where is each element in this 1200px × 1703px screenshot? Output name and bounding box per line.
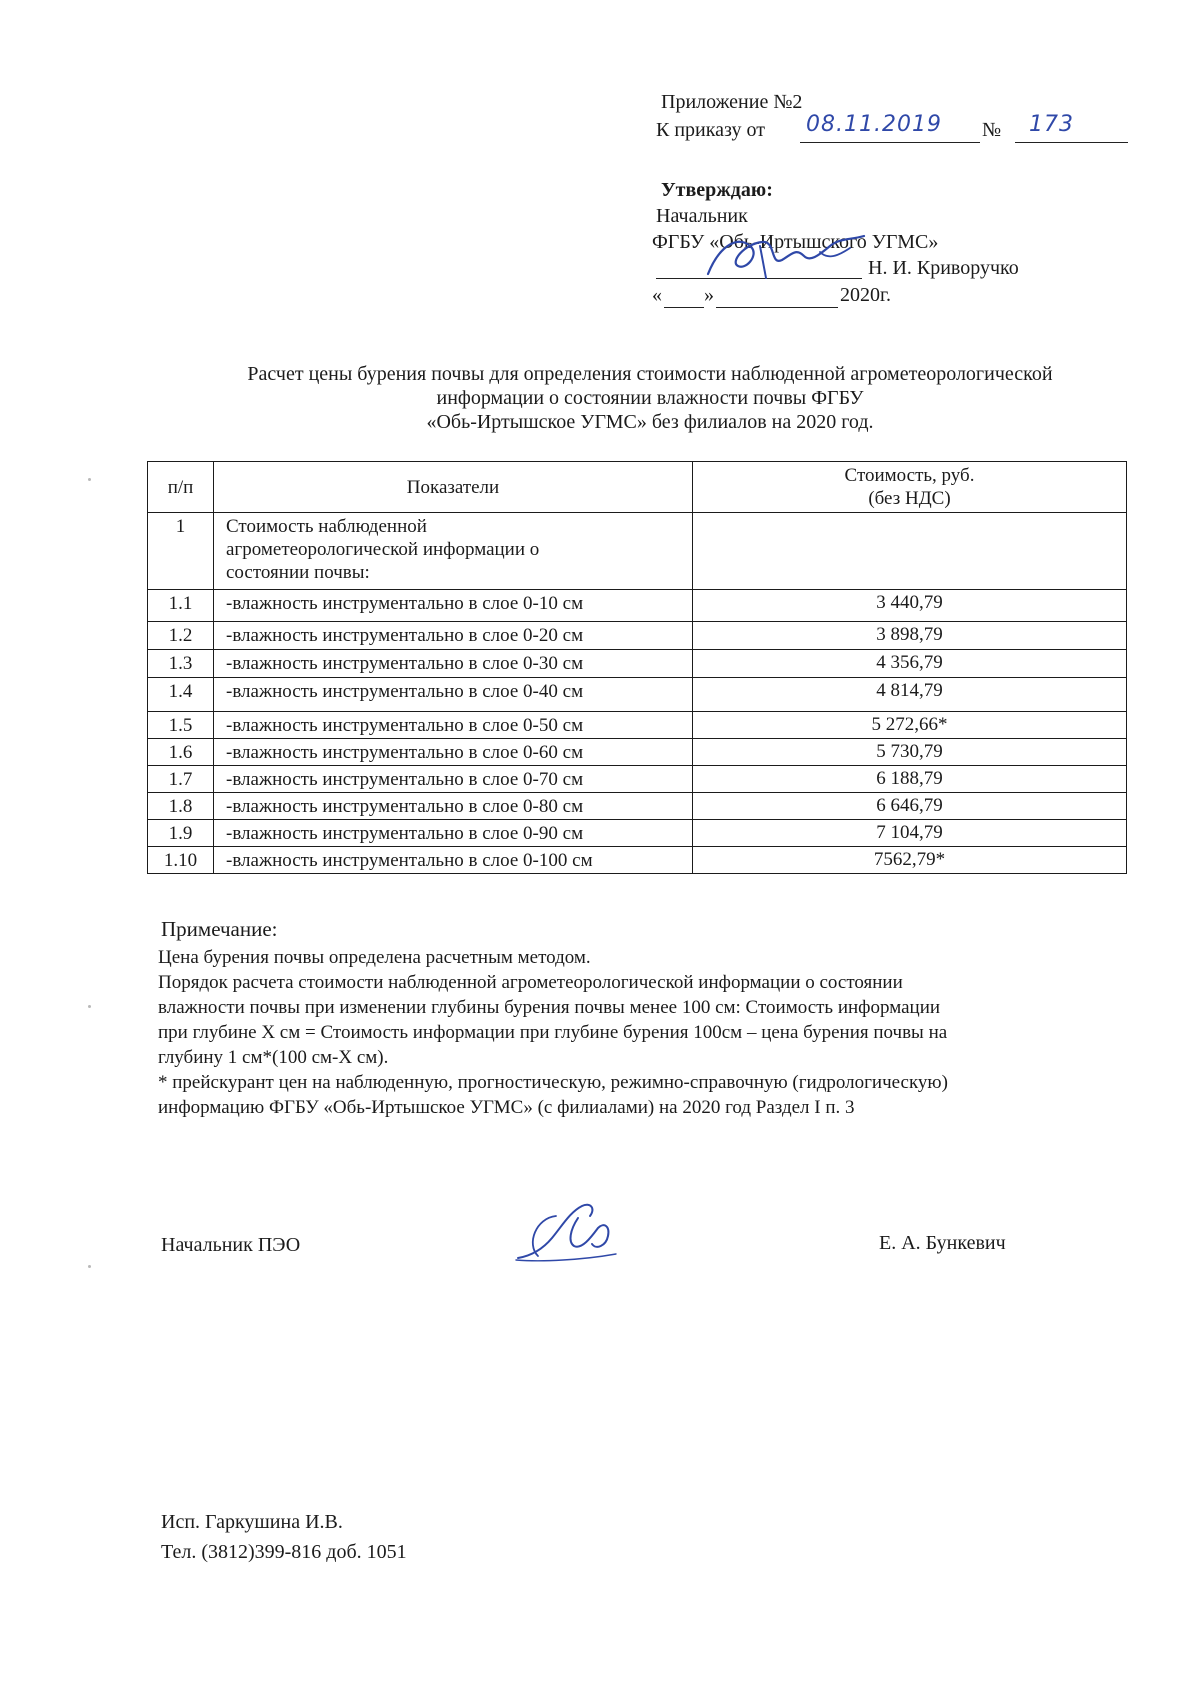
- order-prefix: К приказу от: [656, 119, 765, 141]
- approval-name: Н. И. Криворучко: [868, 257, 1019, 279]
- row-value: 7562,79*: [693, 847, 1127, 874]
- row-value: 7 104,79: [693, 820, 1127, 847]
- row-num: 1.1: [148, 590, 214, 622]
- order-number-handwritten: 173: [1029, 112, 1074, 137]
- row-indicator: -влажность инструментально в слое 0-30 см: [214, 650, 693, 678]
- row-indicator: -влажность инструментально в слое 0-70 см: [214, 766, 693, 793]
- table-row: [148, 793, 1127, 820]
- note-line: при глубине Х см = Стоимость информации при глубине бурения 100см – цена бурения почвы на: [158, 1022, 948, 1043]
- doc-title-line-2: информации о состоянии влажности почвы ФГБУ: [436, 387, 864, 409]
- note-title: Примечание:: [161, 917, 278, 941]
- note-line: информацию ФГБУ «Обь-Иртышское УГМС» (с филиалами) на 2020 год Раздел I п. 3: [158, 1097, 855, 1118]
- group-value: [693, 513, 1127, 590]
- approval-organization: ФГБУ «Обь-Иртышского УГМС»: [652, 231, 939, 253]
- note-line: глубину 1 см*(100 см-Х см).: [158, 1047, 389, 1068]
- group-indicator: [214, 513, 693, 590]
- row-num: 1.10: [148, 847, 214, 874]
- row-value: 4 356,79: [693, 650, 1127, 678]
- table-row: [148, 739, 1127, 766]
- scan-speck: [88, 1265, 91, 1268]
- row-num: 1.5: [148, 712, 214, 739]
- header-indicator: Показатели: [214, 462, 693, 513]
- table-row: [148, 622, 1127, 650]
- row-indicator: -влажность инструментально в слое 0-60 см: [214, 739, 693, 766]
- table-header-row: [148, 462, 1127, 513]
- row-indicator: -влажность инструментально в слое 0-50 см: [214, 712, 693, 739]
- row-value: 3 898,79: [693, 622, 1127, 650]
- header-cost-line-2: (без НДС): [868, 488, 951, 509]
- header-cost-line-1: Стоимость, руб.: [844, 465, 975, 486]
- group-num: 1: [148, 513, 214, 590]
- header-cost: [693, 462, 1127, 513]
- approval-month-line: [716, 283, 838, 308]
- order-number-label: №: [982, 119, 1002, 141]
- row-indicator: -влажность инструментально в слое 0-100 см: [214, 847, 693, 874]
- note-line: Порядок расчета стоимости наблюденной агрометеорологической информации о состоянии: [158, 972, 903, 993]
- approval-title: Утверждаю:: [661, 179, 773, 201]
- row-value: 6 646,79: [693, 793, 1127, 820]
- row-indicator: -влажность инструментально в слое 0-40 см: [214, 678, 693, 712]
- order-number-line: [1015, 112, 1128, 143]
- table-row: [148, 766, 1127, 793]
- row-indicator: -влажность инструментально в слое 0-80 см: [214, 793, 693, 820]
- group-line: агрометеорологической информации о: [226, 539, 540, 560]
- row-value: 6 188,79: [693, 766, 1127, 793]
- note-line: влажности почвы при изменении глубины бурения почвы менее 100 см: Стоимость информации: [158, 997, 941, 1018]
- row-value: 5 272,66*: [693, 712, 1127, 739]
- table-row: [148, 590, 1127, 622]
- signature-icon: [512, 1198, 624, 1266]
- order-date-line: [800, 112, 980, 143]
- approval-date-close-quote: »: [704, 284, 714, 306]
- table-group-row: [148, 513, 1127, 590]
- table-row: [148, 847, 1127, 874]
- row-value: 5 730,79: [693, 739, 1127, 766]
- price-table: [147, 461, 1127, 874]
- doc-title-line-3: «Обь-Иртышское УГМС» без филиалов на 2020 год.: [426, 411, 874, 433]
- note-line: * прейскурант цен на наблюденную, прогностическую, режимно-справочную (гидрологическую): [158, 1072, 948, 1093]
- row-num: 1.8: [148, 793, 214, 820]
- note-body: [158, 945, 948, 1120]
- row-indicator: -влажность инструментально в слое 0-20 см: [214, 622, 693, 650]
- row-indicator: -влажность инструментально в слое 0-90 см: [214, 820, 693, 847]
- approval-position: Начальник: [656, 205, 748, 227]
- group-line: состоянии почвы:: [226, 562, 370, 583]
- row-value: 3 440,79: [693, 590, 1127, 622]
- table-row: [148, 678, 1127, 712]
- order-date-handwritten: 08.11.2019: [806, 112, 942, 137]
- row-value: 4 814,79: [693, 678, 1127, 712]
- signature-name: Е. А. Бункевич: [879, 1232, 1006, 1254]
- row-num: 1.6: [148, 739, 214, 766]
- approval-year: 2020г.: [840, 284, 891, 306]
- row-num: 1.4: [148, 678, 214, 712]
- appendix-label: Приложение №2: [661, 91, 803, 113]
- table-row: [148, 820, 1127, 847]
- scan-speck: [88, 1005, 91, 1008]
- approval-day-line: [664, 283, 704, 308]
- row-indicator: -влажность инструментально в слое 0-10 см: [214, 590, 693, 622]
- executor-phone: Тел. (3812)399-816 доб. 1051: [161, 1541, 407, 1563]
- row-num: 1.3: [148, 650, 214, 678]
- approval-date-open-quote: «: [652, 284, 662, 306]
- signature-position: Начальник ПЭО: [161, 1234, 301, 1256]
- row-num: 1.9: [148, 820, 214, 847]
- header-num: п/п: [148, 462, 214, 513]
- approval-signature-icon: [700, 226, 870, 286]
- group-line: Стоимость наблюденной: [226, 516, 427, 537]
- row-num: 1.7: [148, 766, 214, 793]
- table-row: [148, 712, 1127, 739]
- row-num: 1.2: [148, 622, 214, 650]
- note-line: Цена бурения почвы определена расчетным методом.: [158, 947, 591, 968]
- doc-title-line-1: Расчет цены бурения почвы для определения стоимости наблюденной агрометеорологической: [247, 363, 1053, 385]
- scan-speck: [88, 478, 91, 481]
- executor: Исп. Гаркушина И.В.: [161, 1511, 343, 1533]
- table-row: [148, 650, 1127, 678]
